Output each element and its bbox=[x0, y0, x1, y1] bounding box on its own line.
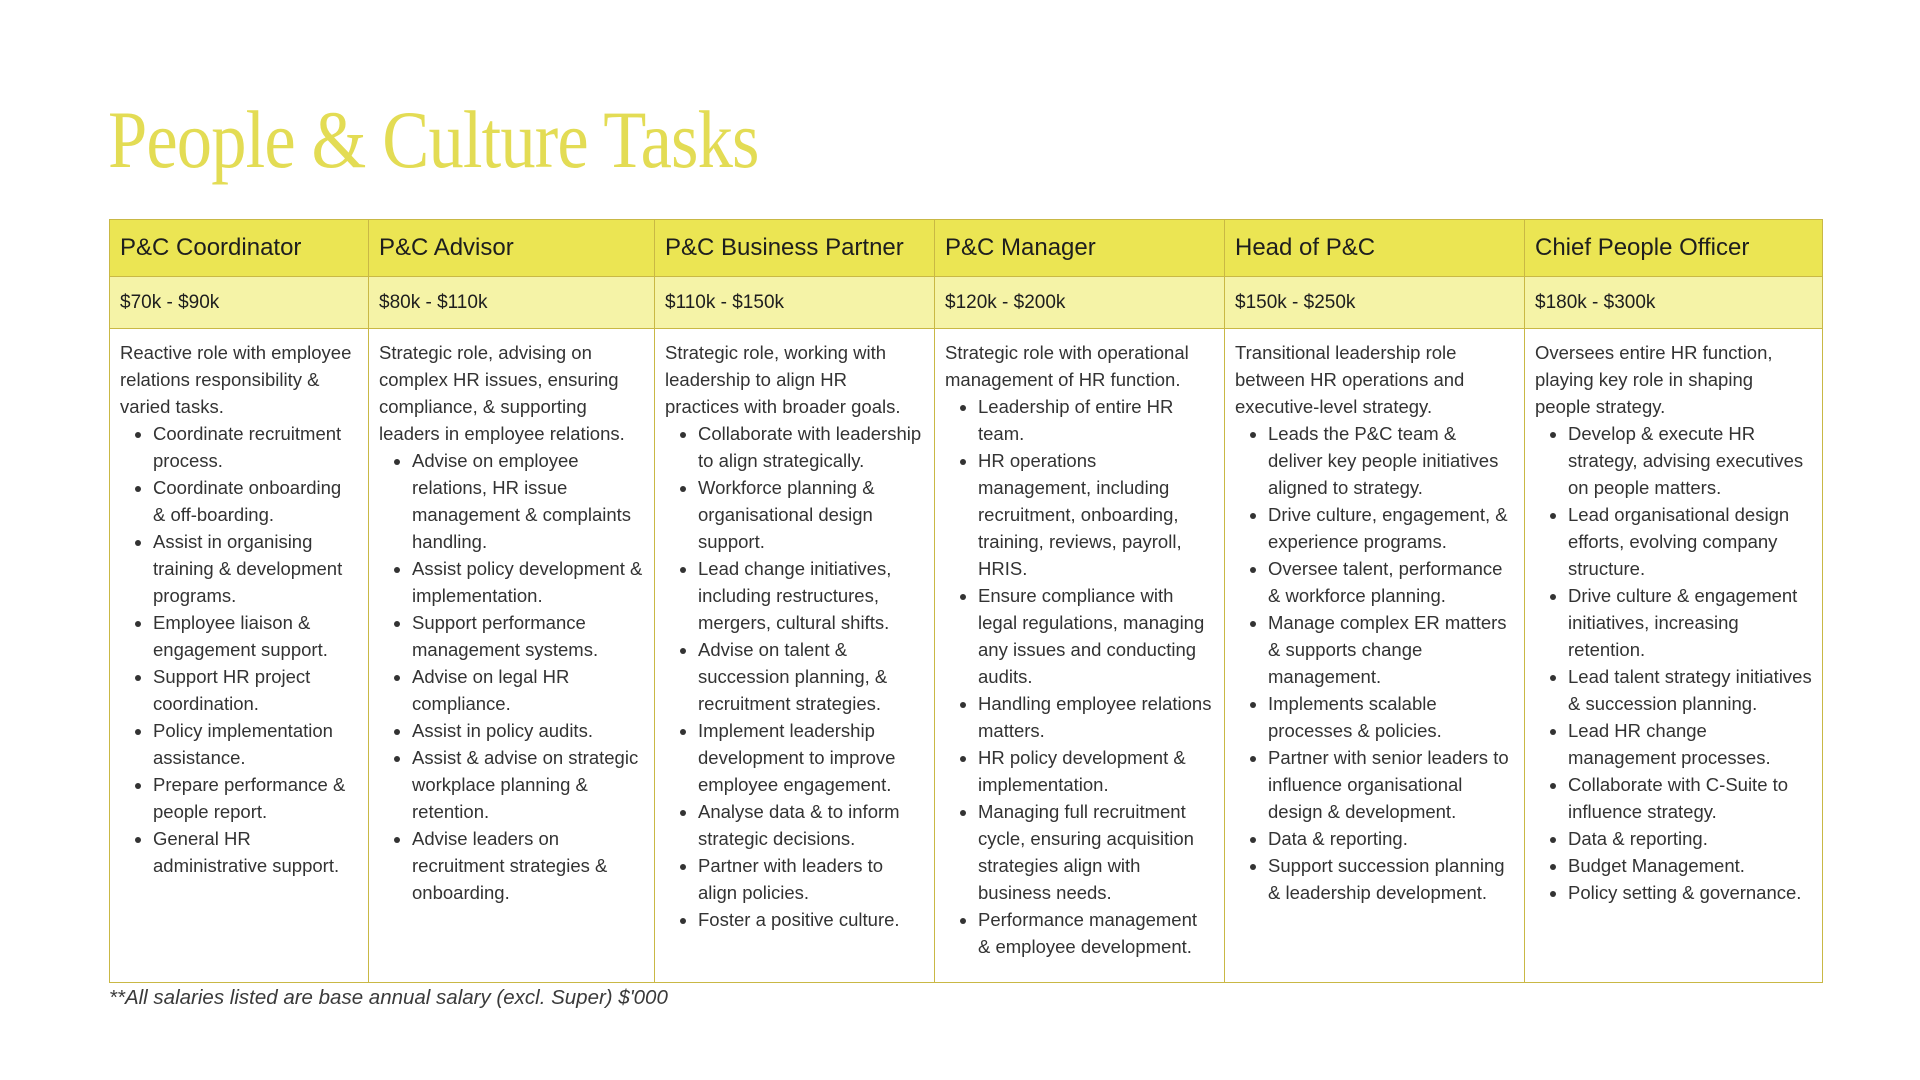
role-salary: $120k - $200k bbox=[935, 277, 1225, 329]
task-item: • Assist policy development & implementation. bbox=[412, 555, 644, 609]
task-item: • Collaborate with leadership to align strategically. bbox=[698, 420, 924, 474]
role-title: P&C Coordinator bbox=[110, 220, 369, 277]
task-item: • Support performance management systems. bbox=[412, 609, 644, 663]
task-list bbox=[379, 447, 644, 906]
role-summary: Oversees entire HR function, playing key role in shaping people strategy. bbox=[1535, 342, 1773, 417]
task-item: • Advise on employee relations, HR issue management & complaints handling. bbox=[412, 447, 644, 555]
task-item: • Budget Management. bbox=[1568, 852, 1812, 879]
role-description-cell bbox=[369, 329, 655, 983]
task-item: • Implements scalable processes & policies. bbox=[1268, 690, 1514, 744]
task-item: • Partner with leaders to align policies. bbox=[698, 852, 924, 906]
role-summary: Transitional leadership role between HR operations and executive-level strategy. bbox=[1235, 342, 1465, 417]
role-description-cell bbox=[1525, 329, 1823, 983]
task-item: • Advise on legal HR compliance. bbox=[412, 663, 644, 717]
role-description-cell bbox=[655, 329, 935, 983]
task-item: • Advise on talent & succession planning, & recruitment strategies. bbox=[698, 636, 924, 717]
role-summary: Strategic role, advising on complex HR issues, ensuring compliance, & supporting leaders in employee relations. bbox=[379, 342, 625, 444]
task-list bbox=[120, 420, 358, 879]
task-item: • Data & reporting. bbox=[1268, 825, 1514, 852]
salary-row bbox=[110, 277, 1823, 329]
role-title: P&C Manager bbox=[935, 220, 1225, 277]
task-list bbox=[1235, 420, 1514, 906]
task-item: • Collaborate with C-Suite to influence strategy. bbox=[1568, 771, 1812, 825]
salary-footnote: **All salaries listed are base annual salary (excl. Super) $'000 bbox=[109, 986, 668, 1009]
task-item: • Performance management & employee development. bbox=[978, 906, 1214, 960]
task-item: • Advise leaders on recruitment strategies & onboarding. bbox=[412, 825, 644, 906]
role-salary: $150k - $250k bbox=[1225, 277, 1525, 329]
role-title: Head of P&C bbox=[1225, 220, 1525, 277]
task-item: • Employee liaison & engagement support. bbox=[153, 609, 358, 663]
role-summary: Reactive role with employee relations responsibility & varied tasks. bbox=[120, 342, 352, 417]
role-title: Chief People Officer bbox=[1525, 220, 1823, 277]
task-item: • Partner with senior leaders to influence organisational design & development. bbox=[1268, 744, 1514, 825]
task-item: • Managing full recruitment cycle, ensuring acquisition strategies align with business needs. bbox=[978, 798, 1214, 906]
task-item: • Foster a positive culture. bbox=[698, 906, 924, 933]
task-item: • General HR administrative support. bbox=[153, 825, 358, 879]
task-item: • Lead organisational design efforts, evolving company structure. bbox=[1568, 501, 1812, 582]
role-description-cell bbox=[1225, 329, 1525, 983]
role-summary: Strategic role with operational management of HR function. bbox=[945, 342, 1189, 390]
role-salary: $110k - $150k bbox=[655, 277, 935, 329]
task-item: • Coordinate recruitment process. bbox=[153, 420, 358, 474]
description-row bbox=[110, 329, 1823, 983]
task-item: • Lead change initiatives, including restructures, mergers, cultural shifts. bbox=[698, 555, 924, 636]
roles-table bbox=[109, 219, 1823, 983]
task-item: • Handling employee relations matters. bbox=[978, 690, 1214, 744]
task-item: • Manage complex ER matters & supports change management. bbox=[1268, 609, 1514, 690]
task-item: • Drive culture & engagement initiatives, increasing retention. bbox=[1568, 582, 1812, 663]
task-item: • Ensure compliance with legal regulations, managing any issues and conducting audits. bbox=[978, 582, 1214, 690]
role-title: P&C Advisor bbox=[369, 220, 655, 277]
task-item: • Policy implementation assistance. bbox=[153, 717, 358, 771]
task-item: • Assist & advise on strategic workplace planning & retention. bbox=[412, 744, 644, 825]
task-item: • Leadership of entire HR team. bbox=[978, 393, 1214, 447]
role-description-cell bbox=[110, 329, 369, 983]
task-item: • Analyse data & to inform strategic decisions. bbox=[698, 798, 924, 852]
task-item: • Assist in organising training & development programs. bbox=[153, 528, 358, 609]
task-item: • Oversee talent, performance & workforce planning. bbox=[1268, 555, 1514, 609]
task-item: • Develop & execute HR strategy, advising executives on people matters. bbox=[1568, 420, 1812, 501]
task-list bbox=[945, 393, 1214, 960]
task-item: • HR operations management, including recruitment, onboarding, training, reviews, payroll, HRIS. bbox=[978, 447, 1214, 582]
task-item: • Leads the P&C team & deliver key people initiatives aligned to strategy. bbox=[1268, 420, 1514, 501]
task-item: • Support HR project coordination. bbox=[153, 663, 358, 717]
role-salary: $180k - $300k bbox=[1525, 277, 1823, 329]
task-item: • Policy setting & governance. bbox=[1568, 879, 1812, 906]
page-title: People & Culture Tasks bbox=[108, 94, 759, 185]
task-list bbox=[1535, 420, 1812, 906]
task-item: • Implement leadership development to improve employee engagement. bbox=[698, 717, 924, 798]
task-item: • Drive culture, engagement, & experience programs. bbox=[1268, 501, 1514, 555]
task-item: • Support succession planning & leadership development. bbox=[1268, 852, 1514, 906]
task-item: • Coordinate onboarding & off-boarding. bbox=[153, 474, 358, 528]
task-item: • Workforce planning & organisational design support. bbox=[698, 474, 924, 555]
task-item: • Lead talent strategy initiatives & succession planning. bbox=[1568, 663, 1812, 717]
role-title: P&C Business Partner bbox=[655, 220, 935, 277]
task-item: • HR policy development & implementation. bbox=[978, 744, 1214, 798]
role-salary: $80k - $110k bbox=[369, 277, 655, 329]
role-description-cell bbox=[935, 329, 1225, 983]
task-list bbox=[665, 420, 924, 933]
role-salary: $70k - $90k bbox=[110, 277, 369, 329]
role-title-row bbox=[110, 220, 1823, 277]
role-summary: Strategic role, working with leadership to align HR practices with broader goals. bbox=[665, 342, 901, 417]
task-item: • Lead HR change management processes. bbox=[1568, 717, 1812, 771]
task-item: • Prepare performance & people report. bbox=[153, 771, 358, 825]
task-item: • Assist in policy audits. bbox=[412, 717, 644, 744]
task-item: • Data & reporting. bbox=[1568, 825, 1812, 852]
